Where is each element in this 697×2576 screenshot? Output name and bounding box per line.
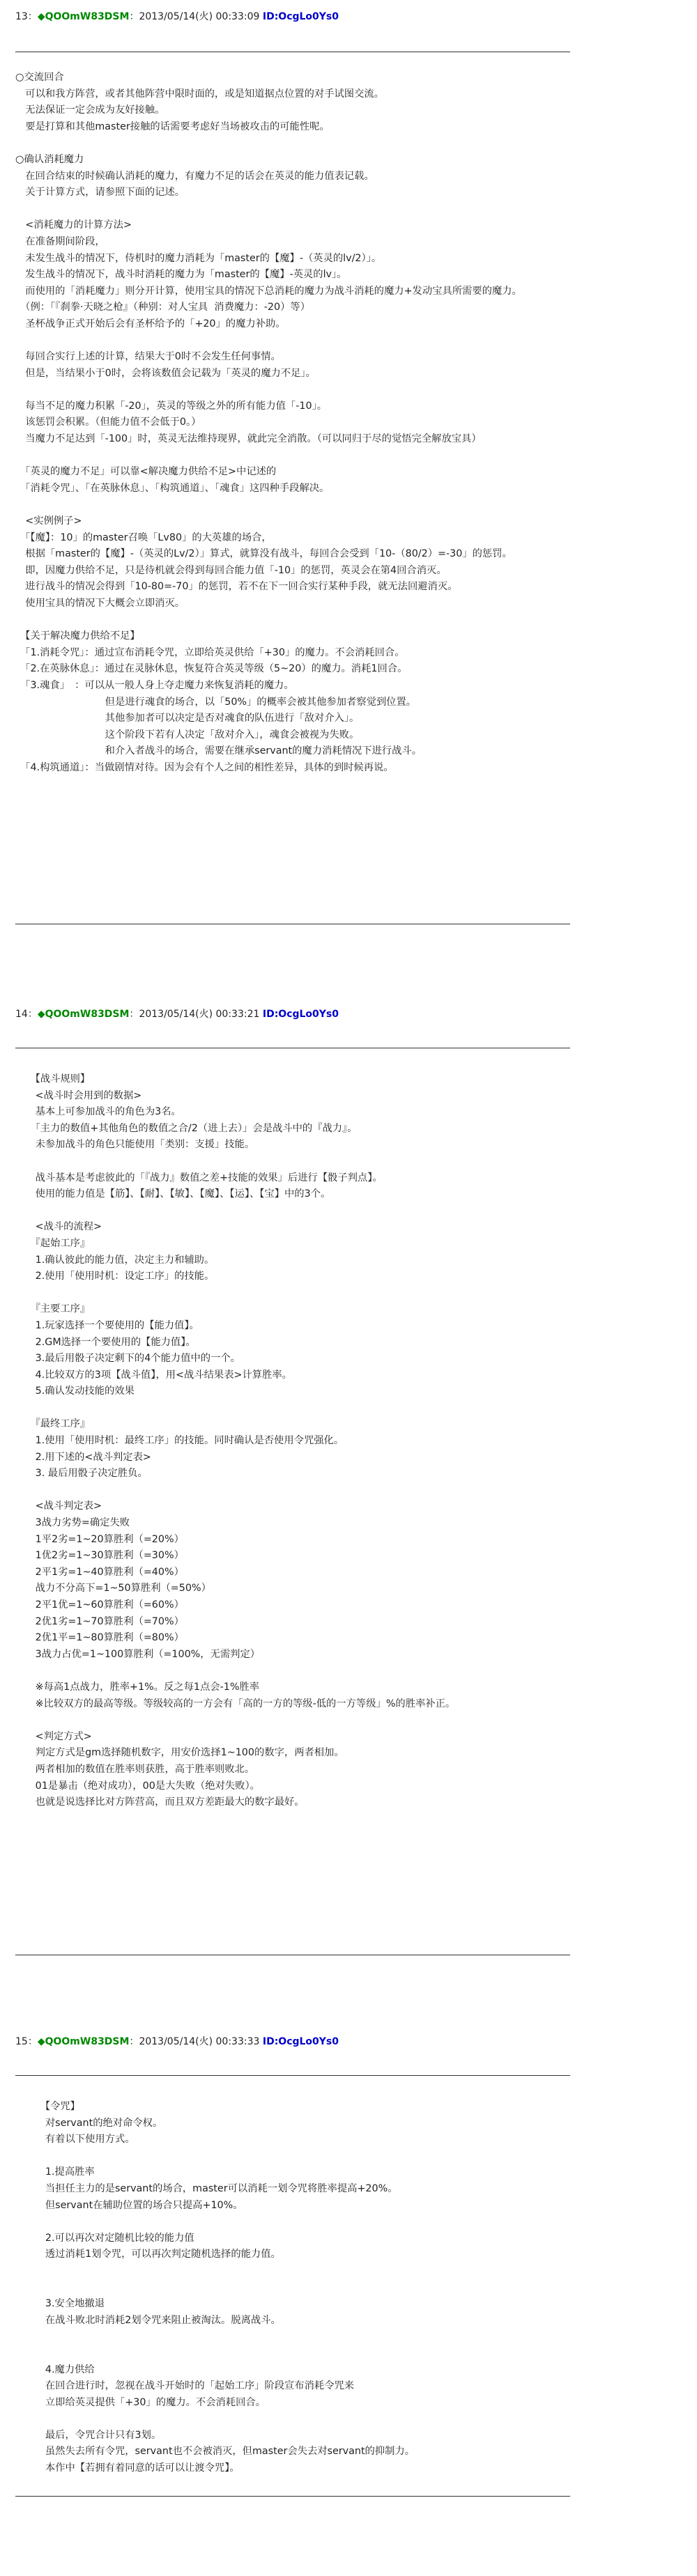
text-line: <判定方式> [15,1730,92,1742]
blank-line [15,1400,455,1417]
text-line: 1平2劣=1~20算胜利（=20%） [15,1533,184,1545]
text-line: 虽然失去所有令咒，servant也不会被消灭，但master会失去对servant的抑制力。 [15,2446,415,2458]
text-line: 根据「master的【魔】-（英灵的Lv/2）」算式，就算没有战斗，每回合会受到「10-（80/2）=-30」的惩罚。 [15,548,512,560]
text-line: 1.玩家选择一个要使用的【能力值】。 [15,1319,199,1331]
text-line: 「【魔】：10」的master召唤「Lv80」的大英雄的场合， [15,532,272,543]
post-header [15,1007,339,1021]
text-line: （例：「『刹拳·天晓之枪』（种别：对人宝具 消费魔力：-20）等） [15,302,310,313]
blank-line [15,1154,455,1170]
text-line: 每当不足的魔力积累「-20」，英灵的等级之外的所有能力值「-10」。 [15,400,328,412]
text-line: 这个阶段下若有人决定「敌对介入」，魂食会被视为失败。 [15,729,360,740]
text-line: 战力不分高下=1~50算胜利（=50%） [15,1583,211,1595]
poster-id[interactable]: ID:OcgLo0Ys0 [262,1009,339,1020]
text-line: 但是进行魂食的场合，以「50%」的概率会被其他参加者察觉到位置。 [15,696,417,708]
text-line: 「3.魂食」 ：可以从一般人身上夺走魔力来恢复消耗的魔力。 [15,679,294,691]
text-line: 当魔力不足达到「-100」时，英灵无法维持现界，就此完全消散。（可以同归于尽的觉悟完全解放宝具） [15,433,482,445]
post-number: 14 [15,1009,28,1020]
blank-line [15,382,522,398]
post-body [15,2099,415,2477]
text-line: 要是打算和其他master接触的话需要考虑好当场被攻击的可能性呢。 [15,121,330,132]
blank-line [15,2148,415,2165]
blank-line [15,448,522,465]
blank-line [15,2214,415,2230]
text-line: 当担任主力的是servant的场合，master可以消耗一划令咒将胜率提高+20%。 [15,2182,398,2194]
text-line: 在准备期间阶段， [15,235,105,247]
text-line: <消耗魔力的计算方法> [15,219,132,231]
text-line: 可以和我方阵营，或者其他阵营中限时面的，或是知道据点位置的对手试图交流。 [15,88,384,100]
text-line: 圣杯战争正式开始后会有圣杯给予的「+20」的魔力补助。 [15,318,286,329]
text-line: ○交流回合 [15,72,64,83]
poster-id[interactable]: ID:OcgLo0Ys0 [262,11,339,22]
blank-line [15,2280,415,2297]
text-line: 2.可以再次对定随机比较的能力值 [15,2232,194,2244]
text-line: 基本上可参加战斗的角色为3名。 [15,1106,181,1118]
text-line: 3. 最后用骰子决定胜负。 [15,1468,148,1480]
text-line: 使用宝具的情况下大概会立即消灭。 [15,598,185,609]
post-divider-top [15,2075,570,2076]
text-line: 关于计算方式，请参照下面的记述。 [15,187,185,199]
post-date: ：2013/05/14(火) 00:33:21 [129,1009,260,1020]
text-line: 而使用的「消耗魔力」则分开计算，使用宝具的情况下总消耗的魔力为战斗消耗的魔力+发动宝具所需要的魔力。 [15,285,522,297]
text-line: 发生战斗的情况下，战斗时消耗的魔力为「master的【魔】-英灵的lv」。 [15,269,347,281]
blank-line [15,135,522,152]
post-header [15,2035,339,2049]
post-header [15,10,339,24]
text-line: 【关于解决魔力供给不足】 [15,630,140,642]
text-line: 战斗基本是考虑彼此的「『战力』数值之差+技能的效果」后进行【骰子判点】。 [15,1172,383,1184]
post-date: ：2013/05/14(火) 00:33:33 [129,2036,260,2047]
text-line: 2平1优=1~60算胜利（=60%） [15,1599,184,1611]
poster-name[interactable]: ◆QOOmW83DSM [37,2036,130,2047]
post-body [15,70,522,777]
text-line: 最后，令咒合计只有3划。 [15,2429,162,2441]
text-line: 2优1劣=1~70算胜利（=70%） [15,1615,184,1627]
text-line: 4.比较双方的3项【战斗值】，用<战斗结果表>计算胜率。 [15,1369,292,1381]
blank-line [15,2411,415,2428]
text-line: 01是暴击（绝对成功），00是大失败（绝对失败）。 [15,1780,260,1792]
text-line: <战斗时会用到的数据> [15,1089,142,1101]
text-line: 即，因魔力供给不足，只是待机就会得到每回合能力值「-10」的惩罚，英灵会在第4回合消灭。 [15,564,447,576]
text-line: 在回合结束的时候确认消耗的魔力，有魔力不足的话会在英灵的能力值表记载。 [15,170,374,182]
text-line: 「1.消耗令咒」：通过宣布消耗令咒，立即给英灵供给「+30」的魔力。不会消耗回合。 [15,646,405,658]
post-number: 15 [15,2036,28,2047]
blank-line [15,1663,455,1679]
text-line: 对servant的绝对命令权。 [15,2117,163,2129]
text-line: 『最终工序』 [15,1418,91,1430]
post-sep: ： [27,1009,38,1020]
text-line: 其他参加者可以决定是否对魂食的队伍进行「敌对介入」。 [15,713,360,724]
text-line: 「2.在英脉休息」：通过在灵脉休息，恢复符合英灵等级（5~20）的魔力。消耗1回合。 [15,663,408,675]
post-number: 13 [15,11,28,22]
poster-name[interactable]: ◆QOOmW83DSM [37,11,130,22]
blank-line [15,1482,455,1499]
text-line: 【战斗规则】 [15,1073,91,1085]
blank-line [15,2345,415,2362]
text-line: 判定方式是gm选择随机数字，用安价选择1~100的数字，两者相加。 [15,1747,344,1759]
text-line: 但servant在辅助位置的场合只提高+10%。 [15,2199,243,2211]
text-line: <实例例子> [15,515,82,527]
text-line: 「英灵的魔力不足」可以靠<解决魔力供给不足>中记述的 [15,466,277,478]
post-body [15,1071,455,1811]
text-line: 3.安全地撤退 [15,2298,105,2310]
blank-line [15,612,522,629]
text-line: 未参加战斗的角色只能使用「类别：支援」技能。 [15,1139,255,1151]
text-line: 3战力劣势=确定失败 [15,1517,130,1529]
text-line: ※每高1点战力，胜率+1%。反之每1点会-1%胜率 [15,1681,260,1693]
text-line: ○确认消耗魔力 [15,153,84,165]
text-line: 两者相加的数值在胜率则获胜，高于胜率则败北。 [15,1763,255,1775]
text-line: 2平1劣=1~40算胜利（=40%） [15,1566,184,1578]
text-line: <战斗的流程> [15,1221,102,1233]
blank-line [15,2329,415,2345]
text-line: 也就是说选择比对方阵营高，而且双方差距最大的数字最好。 [15,1797,305,1808]
text-line: 和介入者战斗的场合，需要在继承servant的魔力消耗情况下进行战斗。 [15,745,422,757]
text-line: 透过消耗1划令咒，可以再次判定随机选择的能力值。 [15,2249,281,2260]
poster-id[interactable]: ID:OcgLo0Ys0 [262,2036,339,2047]
post-sep: ： [27,2036,38,2047]
blank-line [15,1203,455,1220]
text-line: 5.确认发动技能的效果 [15,1386,135,1397]
text-line: 无法保证一定会成为友好接触。 [15,104,165,116]
text-line: 使用的能力值是【筋】、【耐】、【敏】、【魔】、【运】、【宝】中的3个。 [15,1188,331,1200]
text-line: 【令咒】 [15,2101,80,2112]
blank-line [15,1285,455,1302]
post-divider-bottom [15,2496,570,2497]
text-line: 1.提高胜率 [15,2166,95,2178]
text-line: 1.使用「使用时机：最终工序」的技能。同时确认是否使用令咒强化。 [15,1435,344,1447]
blank-line [15,201,522,218]
blank-line [15,333,522,350]
text-line: 2.用下述的<战斗判定表> [15,1451,151,1463]
text-line: 立即给英灵提供「+30」的魔力。不会消耗回合。 [15,2396,266,2408]
post-sep: ： [27,11,38,22]
text-line: 但是，当结果小于0时，会将该数值会记载为「英灵的魔力不足」。 [15,367,316,379]
text-line: 每回合实行上述的计算，结果大于0时不会发生任何事情。 [15,351,281,363]
text-line: 1优2劣=1~30算胜利（=30%） [15,1550,184,1562]
poster-name[interactable]: ◆QOOmW83DSM [37,1009,130,1020]
text-line: 『起始工序』 [15,1237,91,1249]
text-line: ※比较双方的最高等级。等级较高的一方会有「高的一方的等级-低的一方等级」%的胜率补正。 [15,1698,456,1709]
text-line: 有着以下使用方式。 [15,2134,135,2146]
text-line: 在回合进行时，忽视在战斗开始时的「起始工序」阶段宣布消耗令咒来 [15,2380,355,2392]
blank-line [15,1712,455,1729]
text-line: 在战斗败北时消耗2划令咒来阻止被淘汰。脱离战斗。 [15,2314,281,2326]
text-line: 「4.构筑通道」：当做剧情对待。因为会有个人之间的相性差异，具体的到时候再说。 [15,761,394,773]
text-line: 进行战斗的情况会得到「10-80=-70」的惩罚，若不在下一回合实行某种手段，就无法回避消灭。 [15,581,458,593]
text-line: 2优1平=1~80算胜利（=80%） [15,1632,184,1644]
text-line: 「消耗令咒」、「在英脉休息」、「构筑通道」、「魂食」这四种手段解决。 [15,482,330,494]
text-line: 该惩罚会积累。（但能力值不会低于0。） [15,417,201,428]
text-line: 3.最后用骰子决定剩下的4个能力值中的一个。 [15,1353,240,1365]
post-date: ：2013/05/14(火) 00:33:09 [129,11,260,22]
text-line: 2.GM选择一个要使用的【能力值】。 [15,1336,196,1348]
blank-line [15,497,522,513]
text-line: 1.确认彼此的能力值，决定主力和辅助。 [15,1254,215,1266]
text-line: 2.使用「使用时机：设定工序」的技能。 [15,1271,215,1282]
text-line: 3战力占优=1~100算胜利（=100%，无需判定） [15,1648,261,1660]
text-line: <战斗判定表> [15,1500,102,1512]
text-line: 未发生战斗的情况下，侍机时的魔力消耗为「master的【魔】-（英灵的lv/2）」。 [15,252,382,264]
text-line: 「主力的数值+其他角色的数值之合/2（进上去）」会是战斗中的『战力』。 [15,1122,358,1134]
text-line: 本作中【若拥有着同意的话可以让渡令咒】。 [15,2462,240,2474]
text-line: 『主要工序』 [15,1303,91,1315]
blank-line [15,2263,415,2280]
text-line: 4.魔力供给 [15,2364,95,2375]
